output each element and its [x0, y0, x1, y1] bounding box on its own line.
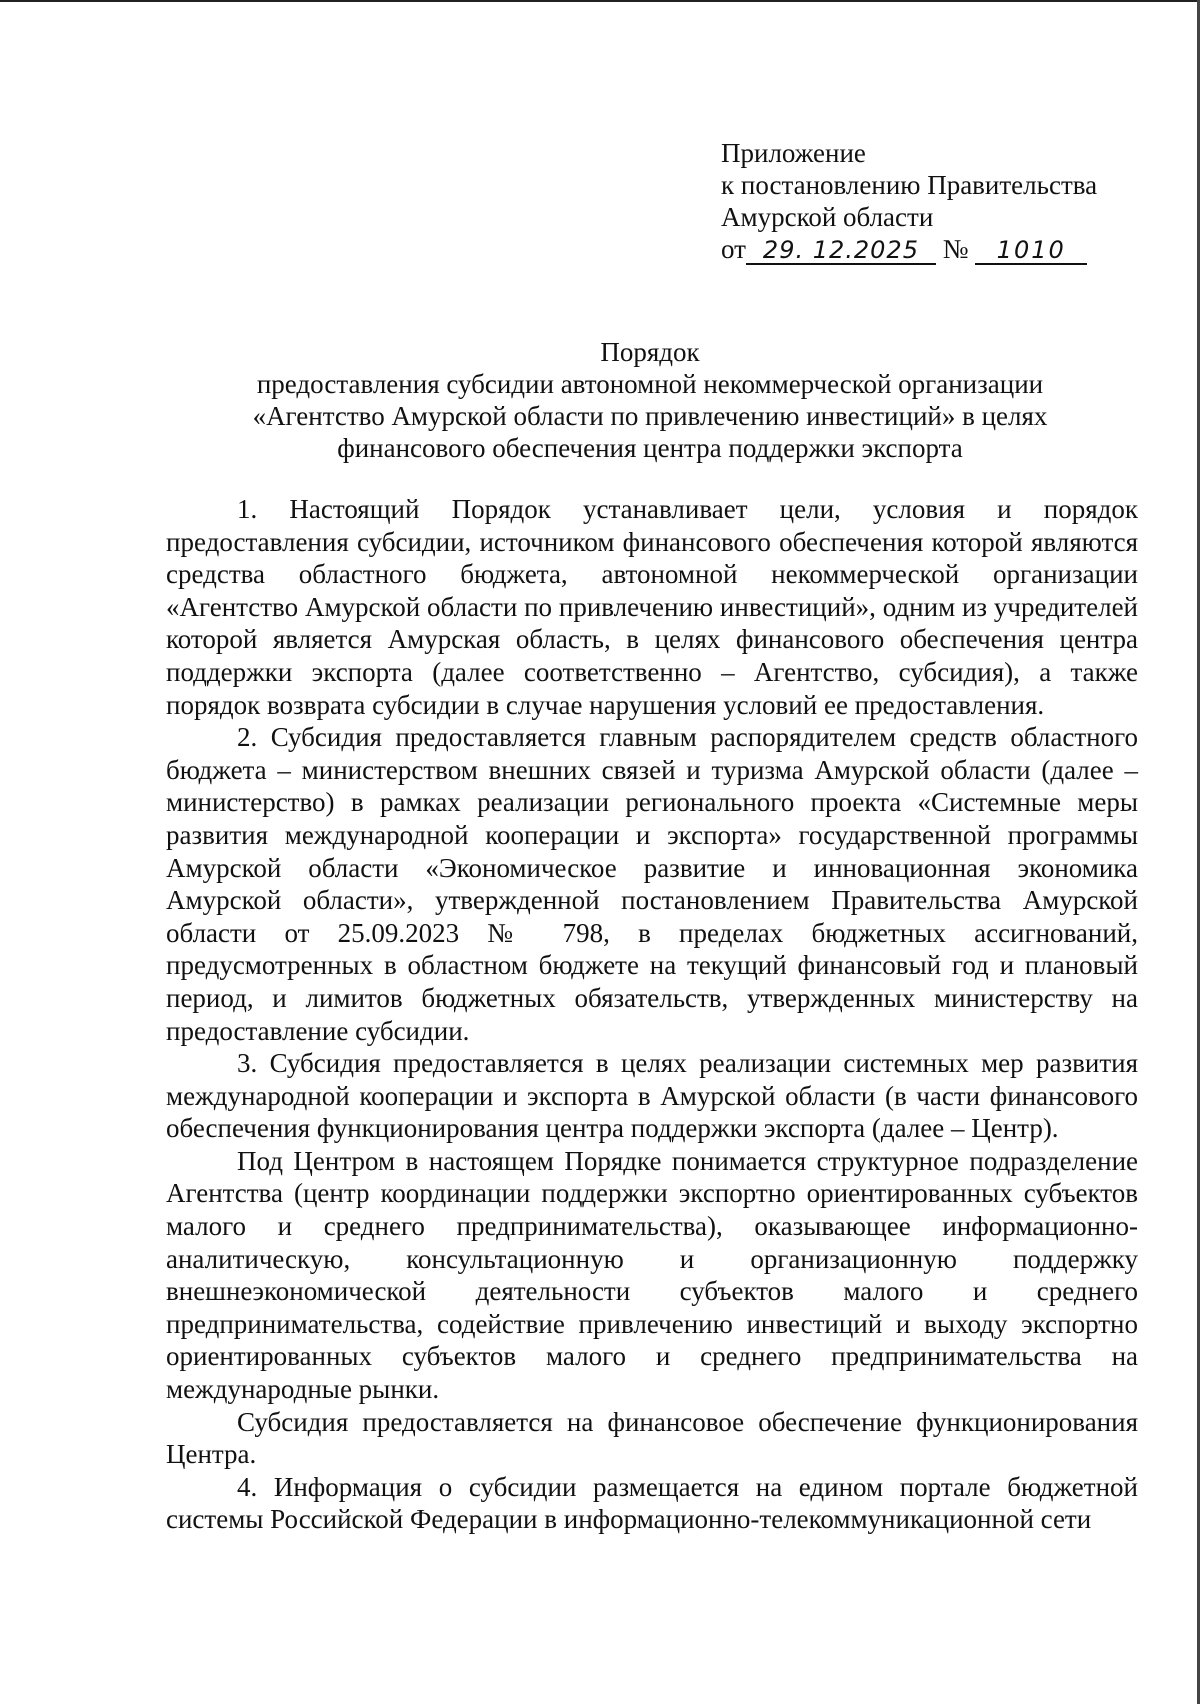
document-title: [160, 336, 1140, 464]
date-prefix: от: [721, 234, 746, 264]
title-line-2: «Агентство Амурской области по привлечению инвестиций» в целях: [252, 401, 1048, 431]
appendix-line-1: Приложение: [721, 138, 866, 168]
appendix-date-row: [721, 233, 1121, 265]
document-body: [166, 493, 1138, 1536]
scan-edge-top: [0, 0, 1200, 2]
title-line-3: финансового обеспечения центра поддержки экспорта: [337, 433, 963, 463]
title-line-1: предоставления субсидии автономной некоммерческой организации: [256, 369, 1044, 399]
title-heading: Порядок: [600, 337, 700, 367]
paragraph-2: 2. Субсидия предоставляется главным распорядителем средств областного бюджета – министерством внешних связей и туризма Амурской области (далее – министерство) в рамках реализации регионального проекта «Системные меры развития международной кооперации и экспорта» государственной программы Амурской области «Экономическое развитие и инновационная экономика Амурской области», утвержденной постановлением Правительства Амурской области от 25.09.2023 № 798, в пределах бюджетных ассигнований, предусмотренных в областном бюджете на текущий финансовый год и плановый период, и лимитов бюджетных обязательств, утвержденных министерству на предоставление субсидии.: [166, 722, 1138, 1046]
paragraph-3: 3. Субсидия предоставляется в целях реализации системных мер развития международной кооперации и экспорта в Амурской области (в части финансового обеспечения функционирования центра поддержки экспорта (далее – Центр).: [166, 1048, 1138, 1144]
appendix-line-3: Амурской области: [721, 202, 934, 232]
handwritten-date: 29. 12.2025: [746, 237, 936, 265]
number-prefix: №: [942, 234, 969, 264]
appendix-block: [721, 137, 1121, 265]
paragraph-subsidy-purpose: Субсидия предоставляется на финансовое обеспечение функционирования Центра.: [166, 1406, 1138, 1470]
handwritten-number: 1010: [975, 237, 1087, 265]
paragraph-1: 1. Настоящий Порядок устанавливает цели, условия и порядок предоставления субсидии, источником финансового обеспечения которой являются средства областного бюджета, автономной некоммерческой организации «Агентство Амурской области по привлечению инвестиций», одним из учредителей которой является Амурская область, в целях финансового обеспечения центра поддержки экспорта (далее соответственно – Агентство, субсидия), а также порядок возврата субсидии в случае нарушения условий ее предоставления.: [166, 494, 1138, 720]
paragraph-4: 4. Информация о субсидии размещается на едином портале бюджетной системы Российской Федерации в информационно-телекоммуникационной сети: [166, 1471, 1138, 1535]
paragraph-centre-definition: Под Центром в настоящем Порядке понимается структурное подразделение Агентства (центр координации поддержки экспортно ориентированных субъектов малого и среднего предпринимательства), оказывающее информационно-аналитическую, консультационную и организационную поддержку внешнеэкономической деятельности субъектов малого и среднего предпринимательства, содействие привлечению инвестиций и выходу экспортно ориентированных субъектов малого и среднего предпринимательства на международные рынки.: [166, 1145, 1138, 1405]
appendix-line-2: к постановлению Правительства: [721, 170, 1098, 200]
